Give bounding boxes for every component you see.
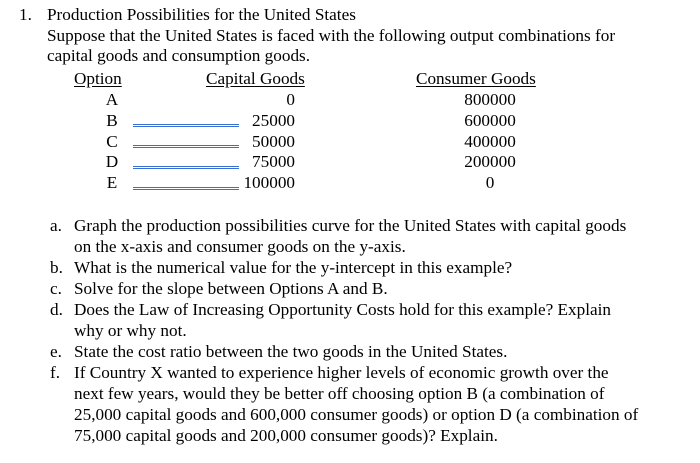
- question-marker: f.: [50, 363, 61, 382]
- consumer-value: 0: [485, 173, 495, 192]
- option-label: D: [105, 152, 119, 171]
- consumer-value: 600000: [464, 111, 516, 130]
- answer-blank[interactable]: [133, 124, 239, 127]
- question-text: What is the numerical value for the y-intercept in this example?: [74, 258, 513, 277]
- question-marker: d.: [50, 300, 63, 319]
- intro-line-1: Suppose that the United States is faced with the following output combinations for: [47, 26, 616, 45]
- question-text: If Country X wanted to experience higher levels of economic growth over the: [74, 363, 609, 382]
- capital-value: 25000: [252, 111, 295, 130]
- intro-line-2: capital goods and consumption goods.: [47, 46, 311, 65]
- question-text: 75,000 capital goods and 200,000 consumer goods)? Explain.: [74, 426, 498, 445]
- question-text: on the x-axis and consumer goods on the y-axis.: [74, 237, 406, 256]
- header-capital-goods: Capital Goods: [206, 69, 305, 88]
- question-text: why or why not.: [74, 321, 187, 340]
- option-label: A: [105, 90, 119, 109]
- header-option: Option: [74, 69, 122, 88]
- problem-title: Production Possibilities for the United States: [47, 5, 356, 24]
- option-label: C: [106, 132, 118, 151]
- question-marker: e.: [50, 342, 62, 361]
- question-marker: b.: [50, 258, 63, 277]
- consumer-value: 400000: [464, 132, 516, 151]
- question-marker: a.: [50, 216, 62, 235]
- answer-blank[interactable]: [133, 145, 239, 148]
- capital-value: 0: [286, 90, 295, 109]
- question-text: State the cost ratio between the two goods in the United States.: [74, 342, 508, 361]
- problem-number: 1.: [19, 5, 32, 24]
- consumer-value: 800000: [464, 90, 516, 109]
- question-marker: c.: [50, 279, 62, 298]
- capital-value: 100000: [243, 173, 295, 192]
- answer-blank[interactable]: [133, 187, 239, 190]
- question-text: Graph the production possibilities curve for the United States with capital goods: [74, 216, 627, 235]
- answer-blank[interactable]: [133, 166, 239, 169]
- capital-value: 50000: [252, 132, 295, 151]
- question-text: Solve for the slope between Options A and B.: [74, 279, 388, 298]
- header-consumer-goods: Consumer Goods: [416, 69, 536, 88]
- question-text: Does the Law of Increasing Opportunity Costs hold for this example? Explain: [74, 300, 611, 319]
- option-label: B: [106, 111, 118, 130]
- option-label: E: [106, 173, 118, 192]
- question-text: next few years, would they be better off choosing option B (a combination of: [74, 384, 605, 403]
- consumer-value: 200000: [464, 152, 516, 171]
- question-text: 25,000 capital goods and 600,000 consumer goods) or option D (a combination of: [74, 405, 639, 424]
- capital-value: 75000: [252, 152, 295, 171]
